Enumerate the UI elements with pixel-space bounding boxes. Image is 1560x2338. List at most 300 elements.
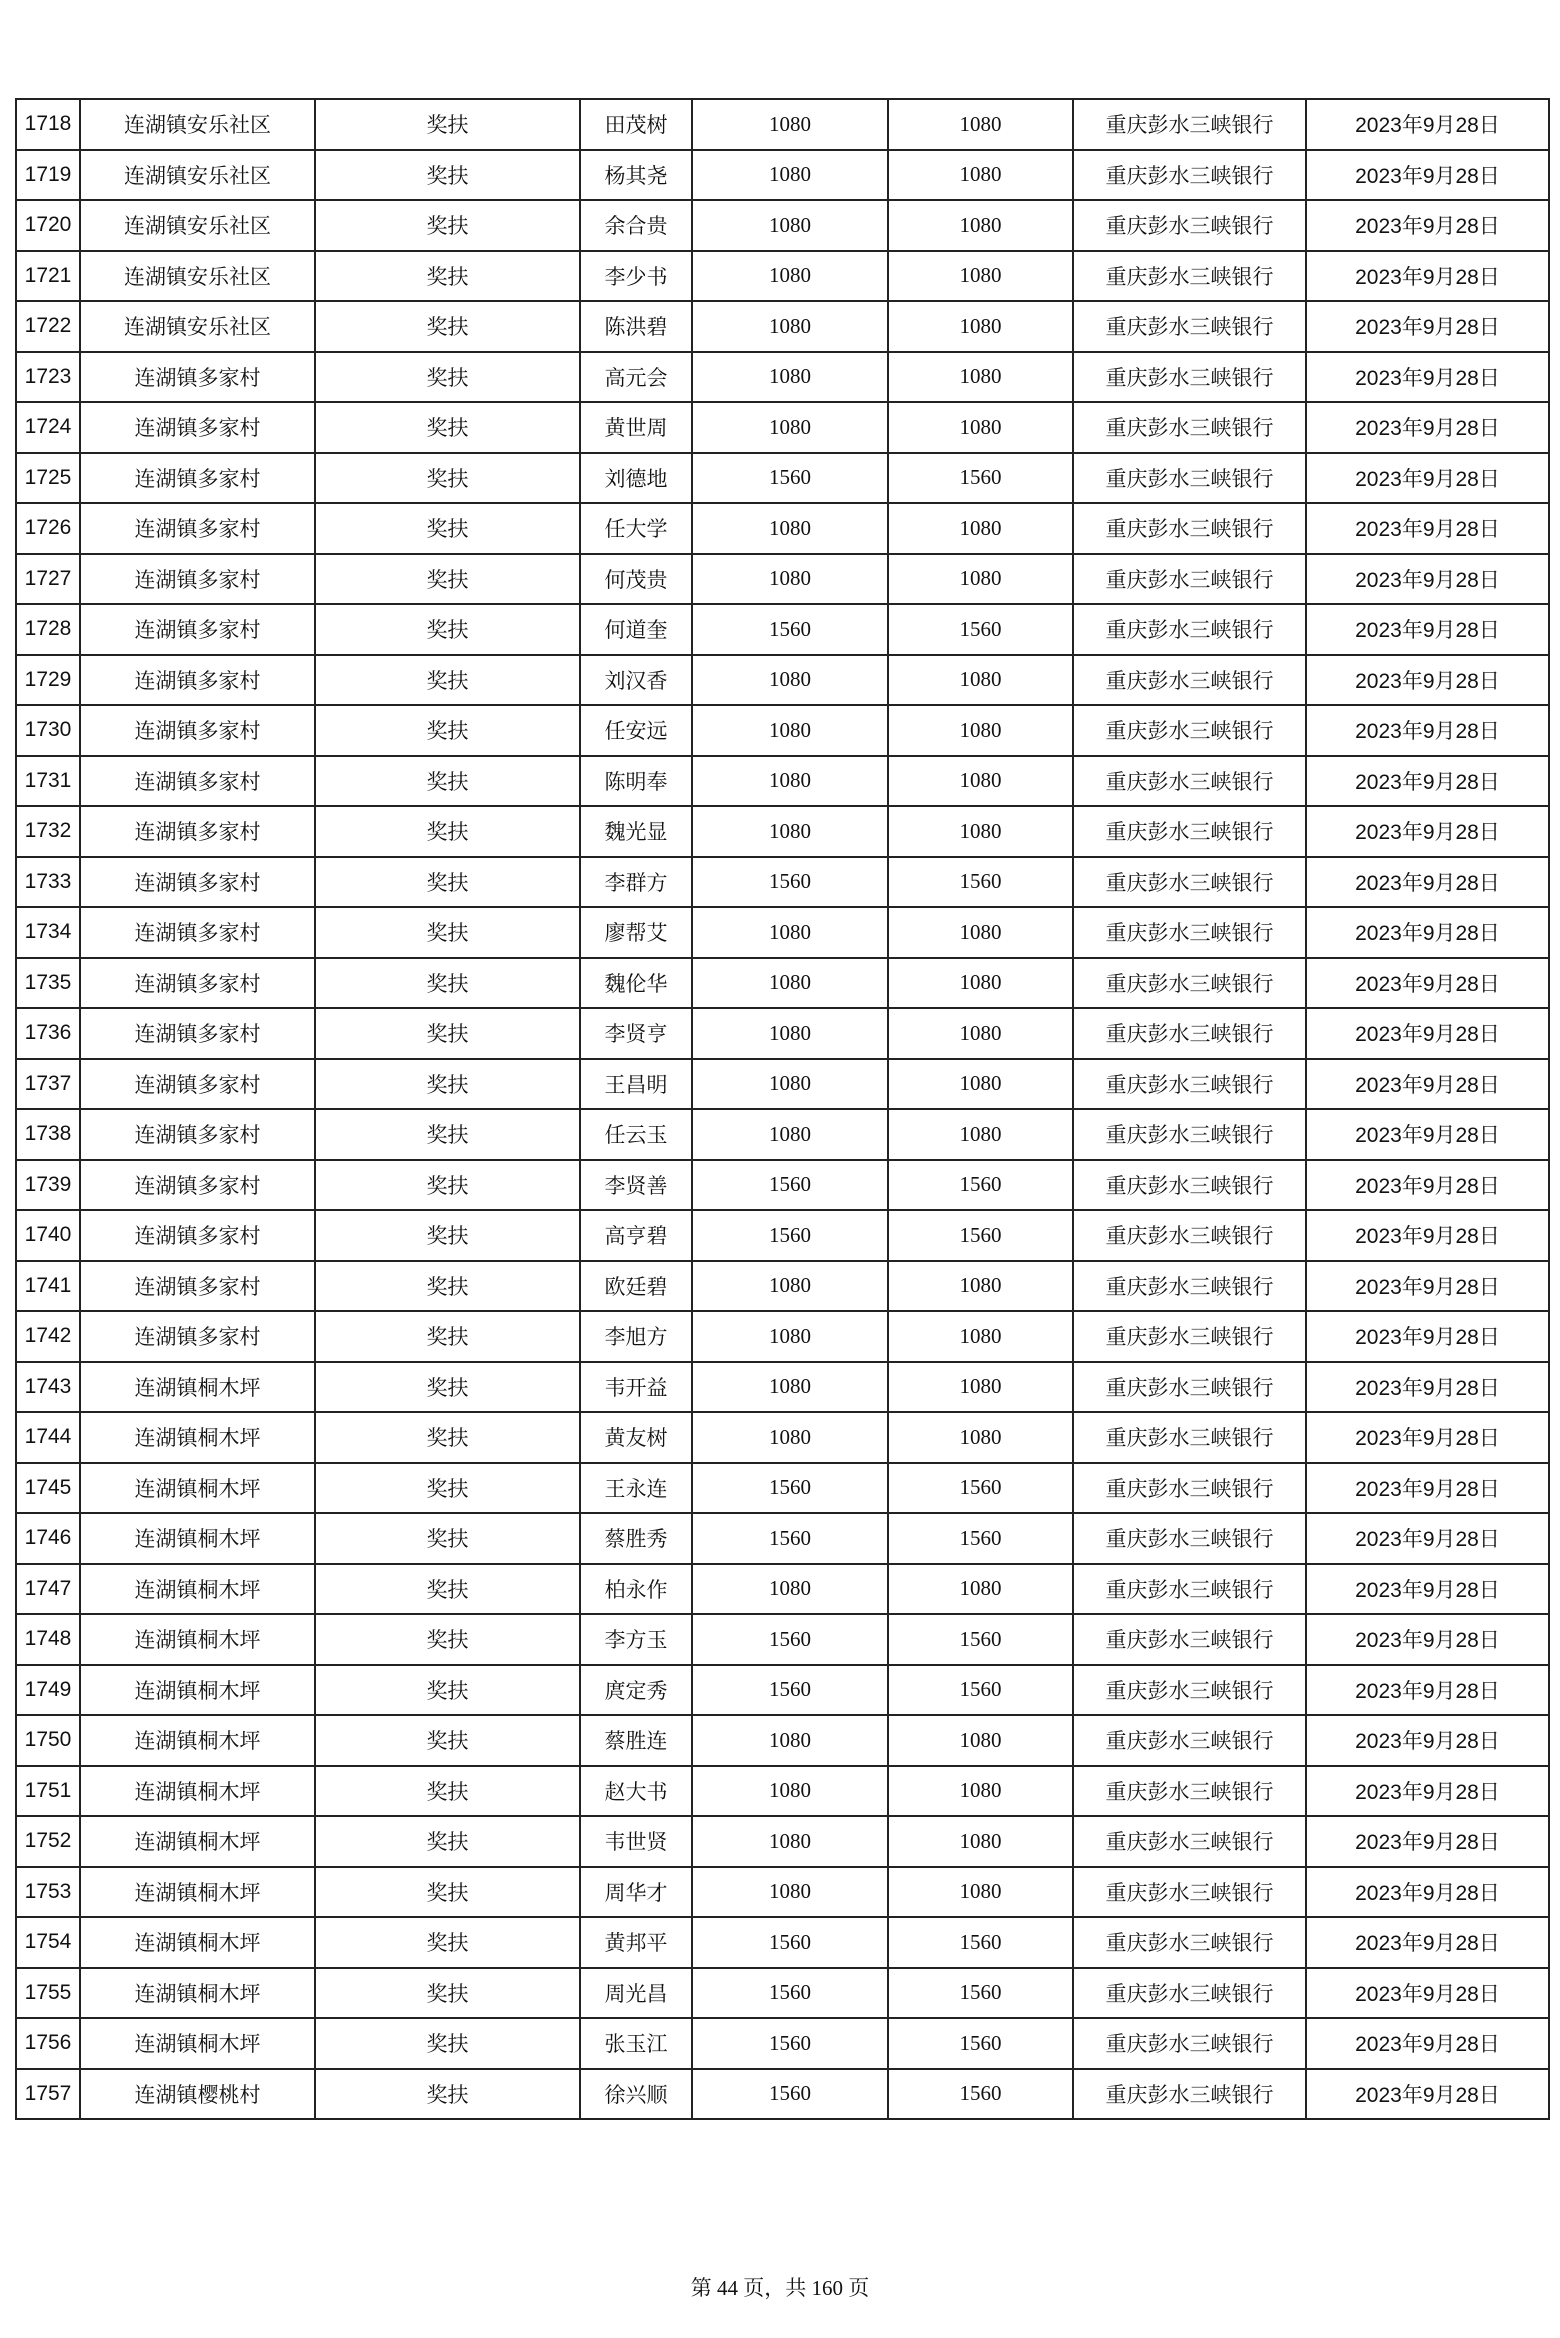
table-row — [16, 2018, 1549, 2069]
amount-paid-cell: 1560 — [888, 1917, 1073, 1968]
recipient-name-cell: 黄邦平 — [580, 1917, 692, 1968]
payment-date-cell: 2023年9月28日 — [1306, 705, 1549, 756]
area-name-cell: 连湖镇多家村 — [80, 1059, 315, 1110]
amount-due-cell: 1560 — [692, 2018, 888, 2069]
recipient-name-cell: 黄世周 — [580, 402, 692, 453]
subsidy-type-cell: 奖扶 — [315, 907, 580, 958]
subsidy-type-cell: 奖扶 — [315, 503, 580, 554]
payment-date-cell: 2023年9月28日 — [1306, 150, 1549, 201]
row-number-cell: 1743 — [16, 1362, 80, 1413]
amount-paid-cell: 1080 — [888, 1109, 1073, 1160]
table-row — [16, 301, 1549, 352]
amount-paid-cell: 1080 — [888, 907, 1073, 958]
area-name-cell: 连湖镇桐木坪 — [80, 2018, 315, 2069]
subsidy-type-cell: 奖扶 — [315, 1412, 580, 1463]
amount-due-cell: 1560 — [692, 1160, 888, 1211]
subsidy-type-cell: 奖扶 — [315, 1513, 580, 1564]
recipient-name-cell: 任安远 — [580, 705, 692, 756]
payment-date-cell: 2023年9月28日 — [1306, 200, 1549, 251]
recipient-name-cell: 高元会 — [580, 352, 692, 403]
amount-due-cell: 1560 — [692, 1210, 888, 1261]
bank-name-cell: 重庆彭水三峡银行 — [1073, 1968, 1306, 2019]
payment-date-cell: 2023年9月28日 — [1306, 1008, 1549, 1059]
subsidy-type-cell: 奖扶 — [315, 2069, 580, 2120]
payment-date-cell: 2023年9月28日 — [1306, 1210, 1549, 1261]
recipient-name-cell: 李少书 — [580, 251, 692, 302]
amount-paid-cell: 1080 — [888, 958, 1073, 1009]
subsidy-type-cell: 奖扶 — [315, 1008, 580, 1059]
payment-date-cell: 2023年9月28日 — [1306, 756, 1549, 807]
recipient-name-cell: 刘德地 — [580, 453, 692, 504]
subsidy-type-cell: 奖扶 — [315, 1816, 580, 1867]
bank-name-cell: 重庆彭水三峡银行 — [1073, 705, 1306, 756]
bank-name-cell: 重庆彭水三峡银行 — [1073, 958, 1306, 1009]
bank-name-cell: 重庆彭水三峡银行 — [1073, 1412, 1306, 1463]
table-row — [16, 99, 1549, 150]
area-name-cell: 连湖镇樱桃村 — [80, 2069, 315, 2120]
amount-due-cell: 1560 — [692, 857, 888, 908]
amount-paid-cell: 1080 — [888, 1261, 1073, 1312]
payment-date-cell: 2023年9月28日 — [1306, 1867, 1549, 1918]
amount-paid-cell: 1560 — [888, 1513, 1073, 1564]
bank-name-cell: 重庆彭水三峡银行 — [1073, 453, 1306, 504]
subsidy-type-cell: 奖扶 — [315, 705, 580, 756]
payment-date-cell: 2023年9月28日 — [1306, 604, 1549, 655]
table-row — [16, 1160, 1549, 1211]
table-row — [16, 655, 1549, 706]
amount-due-cell: 1560 — [692, 2069, 888, 2120]
payment-date-cell: 2023年9月28日 — [1306, 2069, 1549, 2120]
amount-due-cell: 1080 — [692, 1816, 888, 1867]
recipient-name-cell: 韦世贤 — [580, 1816, 692, 1867]
area-name-cell: 连湖镇桐木坪 — [80, 1665, 315, 1716]
row-number-cell: 1738 — [16, 1109, 80, 1160]
table-row — [16, 1867, 1549, 1918]
recipient-name-cell: 周华才 — [580, 1867, 692, 1918]
bank-name-cell: 重庆彭水三峡银行 — [1073, 200, 1306, 251]
subsidy-type-cell: 奖扶 — [315, 251, 580, 302]
amount-due-cell: 1080 — [692, 150, 888, 201]
row-number-cell: 1724 — [16, 402, 80, 453]
amount-paid-cell: 1560 — [888, 1665, 1073, 1716]
area-name-cell: 连湖镇多家村 — [80, 655, 315, 706]
subsidy-type-cell: 奖扶 — [315, 554, 580, 605]
amount-paid-cell: 1560 — [888, 1160, 1073, 1211]
payment-date-cell: 2023年9月28日 — [1306, 1463, 1549, 1514]
amount-paid-cell: 1080 — [888, 503, 1073, 554]
recipient-name-cell: 张玉江 — [580, 2018, 692, 2069]
table-row — [16, 857, 1549, 908]
table-row — [16, 200, 1549, 251]
amount-paid-cell: 1560 — [888, 1210, 1073, 1261]
amount-due-cell: 1080 — [692, 806, 888, 857]
payment-date-cell: 2023年9月28日 — [1306, 2018, 1549, 2069]
area-name-cell: 连湖镇多家村 — [80, 453, 315, 504]
payment-date-cell: 2023年9月28日 — [1306, 554, 1549, 605]
amount-due-cell: 1080 — [692, 402, 888, 453]
row-number-cell: 1733 — [16, 857, 80, 908]
bank-name-cell: 重庆彭水三峡银行 — [1073, 857, 1306, 908]
payment-date-cell: 2023年9月28日 — [1306, 1160, 1549, 1211]
recipient-name-cell: 王昌明 — [580, 1059, 692, 1110]
recipient-name-cell: 余合贵 — [580, 200, 692, 251]
area-name-cell: 连湖镇多家村 — [80, 1261, 315, 1312]
subsidy-type-cell: 奖扶 — [315, 604, 580, 655]
subsidy-type-cell: 奖扶 — [315, 99, 580, 150]
row-number-cell: 1744 — [16, 1412, 80, 1463]
table-row — [16, 1917, 1549, 1968]
amount-paid-cell: 1080 — [888, 1008, 1073, 1059]
amount-due-cell: 1080 — [692, 1867, 888, 1918]
table-row — [16, 1412, 1549, 1463]
amount-due-cell: 1080 — [692, 1059, 888, 1110]
bank-name-cell: 重庆彭水三峡银行 — [1073, 1008, 1306, 1059]
table-body — [16, 99, 1549, 2119]
payment-date-cell: 2023年9月28日 — [1306, 655, 1549, 706]
payment-date-cell: 2023年9月28日 — [1306, 503, 1549, 554]
table-row — [16, 1008, 1549, 1059]
area-name-cell: 连湖镇桐木坪 — [80, 1614, 315, 1665]
bank-name-cell: 重庆彭水三峡银行 — [1073, 402, 1306, 453]
recipient-name-cell: 欧廷碧 — [580, 1261, 692, 1312]
recipient-name-cell: 赵大书 — [580, 1766, 692, 1817]
amount-paid-cell: 1080 — [888, 1715, 1073, 1766]
recipient-name-cell: 李贤善 — [580, 1160, 692, 1211]
bank-name-cell: 重庆彭水三峡银行 — [1073, 806, 1306, 857]
recipient-name-cell: 杨其尧 — [580, 150, 692, 201]
recipient-name-cell: 柏永作 — [580, 1564, 692, 1615]
row-number-cell: 1728 — [16, 604, 80, 655]
amount-paid-cell: 1080 — [888, 1311, 1073, 1362]
amount-paid-cell: 1080 — [888, 756, 1073, 807]
subsidy-type-cell: 奖扶 — [315, 150, 580, 201]
area-name-cell: 连湖镇桐木坪 — [80, 1917, 315, 1968]
recipient-name-cell: 庹定秀 — [580, 1665, 692, 1716]
area-name-cell: 连湖镇多家村 — [80, 907, 315, 958]
area-name-cell: 连湖镇桐木坪 — [80, 1867, 315, 1918]
row-number-cell: 1731 — [16, 756, 80, 807]
bank-name-cell: 重庆彭水三峡银行 — [1073, 352, 1306, 403]
subsidy-type-cell: 奖扶 — [315, 1160, 580, 1211]
payment-date-cell: 2023年9月28日 — [1306, 99, 1549, 150]
amount-paid-cell: 1080 — [888, 150, 1073, 201]
table-row — [16, 907, 1549, 958]
row-number-cell: 1725 — [16, 453, 80, 504]
row-number-cell: 1718 — [16, 99, 80, 150]
area-name-cell: 连湖镇多家村 — [80, 503, 315, 554]
payment-table — [15, 98, 1550, 2120]
row-number-cell: 1721 — [16, 251, 80, 302]
recipient-name-cell: 刘汉香 — [580, 655, 692, 706]
table-row — [16, 1968, 1549, 2019]
subsidy-type-cell: 奖扶 — [315, 1059, 580, 1110]
bank-name-cell: 重庆彭水三峡银行 — [1073, 2069, 1306, 2120]
table-row — [16, 1362, 1549, 1413]
table-row — [16, 1766, 1549, 1817]
amount-paid-cell: 1080 — [888, 1564, 1073, 1615]
payment-date-cell: 2023年9月28日 — [1306, 1261, 1549, 1312]
row-number-cell: 1746 — [16, 1513, 80, 1564]
amount-paid-cell: 1080 — [888, 251, 1073, 302]
payment-date-cell: 2023年9月28日 — [1306, 806, 1549, 857]
payment-date-cell: 2023年9月28日 — [1306, 453, 1549, 504]
subsidy-type-cell: 奖扶 — [315, 806, 580, 857]
row-number-cell: 1722 — [16, 301, 80, 352]
amount-due-cell: 1080 — [692, 301, 888, 352]
area-name-cell: 连湖镇桐木坪 — [80, 1968, 315, 2019]
area-name-cell: 连湖镇多家村 — [80, 1311, 315, 1362]
payment-date-cell: 2023年9月28日 — [1306, 1715, 1549, 1766]
table-row — [16, 453, 1549, 504]
recipient-name-cell: 廖帮艾 — [580, 907, 692, 958]
amount-paid-cell: 1560 — [888, 1614, 1073, 1665]
amount-due-cell: 1080 — [692, 1766, 888, 1817]
table-row — [16, 503, 1549, 554]
payment-date-cell: 2023年9月28日 — [1306, 301, 1549, 352]
recipient-name-cell: 任云玉 — [580, 1109, 692, 1160]
subsidy-type-cell: 奖扶 — [315, 200, 580, 251]
area-name-cell: 连湖镇桐木坪 — [80, 1412, 315, 1463]
payment-date-cell: 2023年9月28日 — [1306, 907, 1549, 958]
amount-due-cell: 1560 — [692, 1917, 888, 1968]
amount-due-cell: 1080 — [692, 1362, 888, 1413]
payment-date-cell: 2023年9月28日 — [1306, 1362, 1549, 1413]
row-number-cell: 1757 — [16, 2069, 80, 2120]
row-number-cell: 1732 — [16, 806, 80, 857]
bank-name-cell: 重庆彭水三峡银行 — [1073, 1867, 1306, 1918]
bank-name-cell: 重庆彭水三峡银行 — [1073, 2018, 1306, 2069]
row-number-cell: 1751 — [16, 1766, 80, 1817]
table-row — [16, 1311, 1549, 1362]
amount-paid-cell: 1560 — [888, 2069, 1073, 2120]
amount-paid-cell: 1080 — [888, 554, 1073, 605]
table-row — [16, 756, 1549, 807]
recipient-name-cell: 李旭方 — [580, 1311, 692, 1362]
table-row — [16, 1109, 1549, 1160]
table-row — [16, 1261, 1549, 1312]
row-number-cell: 1745 — [16, 1463, 80, 1514]
amount-paid-cell: 1080 — [888, 352, 1073, 403]
payment-date-cell: 2023年9月28日 — [1306, 1917, 1549, 1968]
bank-name-cell: 重庆彭水三峡银行 — [1073, 1059, 1306, 1110]
recipient-name-cell: 任大学 — [580, 503, 692, 554]
table-row — [16, 150, 1549, 201]
area-name-cell: 连湖镇桐木坪 — [80, 1564, 315, 1615]
amount-due-cell: 1080 — [692, 1412, 888, 1463]
bank-name-cell: 重庆彭水三峡银行 — [1073, 1362, 1306, 1413]
subsidy-type-cell: 奖扶 — [315, 1917, 580, 1968]
amount-paid-cell: 1560 — [888, 604, 1073, 655]
amount-paid-cell: 1560 — [888, 453, 1073, 504]
area-name-cell: 连湖镇桐木坪 — [80, 1513, 315, 1564]
amount-due-cell: 1560 — [692, 1665, 888, 1716]
amount-due-cell: 1560 — [692, 453, 888, 504]
table-row — [16, 604, 1549, 655]
recipient-name-cell: 田茂树 — [580, 99, 692, 150]
subsidy-type-cell: 奖扶 — [315, 1968, 580, 2019]
area-name-cell: 连湖镇安乐社区 — [80, 99, 315, 150]
row-number-cell: 1734 — [16, 907, 80, 958]
area-name-cell: 连湖镇多家村 — [80, 756, 315, 807]
payment-date-cell: 2023年9月28日 — [1306, 1311, 1549, 1362]
amount-paid-cell: 1080 — [888, 1059, 1073, 1110]
bank-name-cell: 重庆彭水三峡银行 — [1073, 1564, 1306, 1615]
area-name-cell: 连湖镇桐木坪 — [80, 1766, 315, 1817]
amount-paid-cell: 1080 — [888, 1412, 1073, 1463]
subsidy-type-cell: 奖扶 — [315, 352, 580, 403]
payment-date-cell: 2023年9月28日 — [1306, 857, 1549, 908]
row-number-cell: 1723 — [16, 352, 80, 403]
area-name-cell: 连湖镇多家村 — [80, 857, 315, 908]
amount-paid-cell: 1080 — [888, 402, 1073, 453]
amount-due-cell: 1080 — [692, 1008, 888, 1059]
recipient-name-cell: 徐兴顺 — [580, 2069, 692, 2120]
area-name-cell: 连湖镇多家村 — [80, 1008, 315, 1059]
subsidy-type-cell: 奖扶 — [315, 402, 580, 453]
row-number-cell: 1740 — [16, 1210, 80, 1261]
amount-due-cell: 1080 — [692, 1564, 888, 1615]
area-name-cell: 连湖镇安乐社区 — [80, 150, 315, 201]
recipient-name-cell: 高亨碧 — [580, 1210, 692, 1261]
table-row — [16, 1564, 1549, 1615]
amount-paid-cell: 1080 — [888, 1867, 1073, 1918]
recipient-name-cell: 何道奎 — [580, 604, 692, 655]
table-row — [16, 352, 1549, 403]
amount-due-cell: 1560 — [692, 1513, 888, 1564]
recipient-name-cell: 李贤亨 — [580, 1008, 692, 1059]
payment-date-cell: 2023年9月28日 — [1306, 1665, 1549, 1716]
recipient-name-cell: 李群方 — [580, 857, 692, 908]
amount-due-cell: 1080 — [692, 705, 888, 756]
amount-paid-cell: 1560 — [888, 857, 1073, 908]
payment-date-cell: 2023年9月28日 — [1306, 1513, 1549, 1564]
bank-name-cell: 重庆彭水三峡银行 — [1073, 1917, 1306, 1968]
bank-name-cell: 重庆彭水三峡银行 — [1073, 251, 1306, 302]
subsidy-type-cell: 奖扶 — [315, 1665, 580, 1716]
bank-name-cell: 重庆彭水三峡银行 — [1073, 503, 1306, 554]
area-name-cell: 连湖镇多家村 — [80, 402, 315, 453]
bank-name-cell: 重庆彭水三峡银行 — [1073, 1463, 1306, 1514]
subsidy-type-cell: 奖扶 — [315, 1261, 580, 1312]
subsidy-type-cell: 奖扶 — [315, 1210, 580, 1261]
area-name-cell: 连湖镇桐木坪 — [80, 1816, 315, 1867]
amount-paid-cell: 1560 — [888, 1968, 1073, 2019]
amount-due-cell: 1080 — [692, 1109, 888, 1160]
row-number-cell: 1739 — [16, 1160, 80, 1211]
area-name-cell: 连湖镇桐木坪 — [80, 1715, 315, 1766]
area-name-cell: 连湖镇多家村 — [80, 1160, 315, 1211]
bank-name-cell: 重庆彭水三峡银行 — [1073, 1261, 1306, 1312]
row-number-cell: 1754 — [16, 1917, 80, 1968]
subsidy-type-cell: 奖扶 — [315, 2018, 580, 2069]
subsidy-type-cell: 奖扶 — [315, 958, 580, 1009]
table-row — [16, 1210, 1549, 1261]
payment-date-cell: 2023年9月28日 — [1306, 1766, 1549, 1817]
amount-due-cell: 1080 — [692, 756, 888, 807]
table-row — [16, 958, 1549, 1009]
payment-date-cell: 2023年9月28日 — [1306, 958, 1549, 1009]
amount-paid-cell: 1560 — [888, 2018, 1073, 2069]
row-number-cell: 1747 — [16, 1564, 80, 1615]
subsidy-type-cell: 奖扶 — [315, 655, 580, 706]
amount-due-cell: 1560 — [692, 1968, 888, 2019]
row-number-cell: 1729 — [16, 655, 80, 706]
subsidy-type-cell: 奖扶 — [315, 857, 580, 908]
table-row — [16, 1059, 1549, 1110]
area-name-cell: 连湖镇多家村 — [80, 352, 315, 403]
amount-paid-cell: 1080 — [888, 655, 1073, 706]
bank-name-cell: 重庆彭水三峡银行 — [1073, 1311, 1306, 1362]
row-number-cell: 1719 — [16, 150, 80, 201]
row-number-cell: 1748 — [16, 1614, 80, 1665]
bank-name-cell: 重庆彭水三峡银行 — [1073, 604, 1306, 655]
amount-paid-cell: 1080 — [888, 705, 1073, 756]
subsidy-type-cell: 奖扶 — [315, 1766, 580, 1817]
amount-due-cell: 1080 — [692, 200, 888, 251]
table-row — [16, 2069, 1549, 2120]
bank-name-cell: 重庆彭水三峡银行 — [1073, 1109, 1306, 1160]
table-row — [16, 705, 1549, 756]
amount-due-cell: 1080 — [692, 958, 888, 1009]
subsidy-type-cell: 奖扶 — [315, 1109, 580, 1160]
amount-paid-cell: 1080 — [888, 1766, 1073, 1817]
payment-date-cell: 2023年9月28日 — [1306, 352, 1549, 403]
payment-date-cell: 2023年9月28日 — [1306, 1614, 1549, 1665]
bank-name-cell: 重庆彭水三峡银行 — [1073, 1715, 1306, 1766]
bank-name-cell: 重庆彭水三峡银行 — [1073, 1160, 1306, 1211]
row-number-cell: 1753 — [16, 1867, 80, 1918]
area-name-cell: 连湖镇安乐社区 — [80, 251, 315, 302]
amount-paid-cell: 1080 — [888, 1362, 1073, 1413]
amount-due-cell: 1080 — [692, 352, 888, 403]
area-name-cell: 连湖镇桐木坪 — [80, 1362, 315, 1413]
amount-paid-cell: 1560 — [888, 1463, 1073, 1514]
payment-date-cell: 2023年9月28日 — [1306, 1109, 1549, 1160]
area-name-cell: 连湖镇多家村 — [80, 806, 315, 857]
area-name-cell: 连湖镇安乐社区 — [80, 301, 315, 352]
recipient-name-cell: 魏光显 — [580, 806, 692, 857]
recipient-name-cell: 魏伦华 — [580, 958, 692, 1009]
amount-due-cell: 1080 — [692, 503, 888, 554]
row-number-cell: 1737 — [16, 1059, 80, 1110]
amount-due-cell: 1080 — [692, 99, 888, 150]
row-number-cell: 1736 — [16, 1008, 80, 1059]
recipient-name-cell: 蔡胜秀 — [580, 1513, 692, 1564]
bank-name-cell: 重庆彭水三峡银行 — [1073, 1766, 1306, 1817]
area-name-cell: 连湖镇安乐社区 — [80, 200, 315, 251]
row-number-cell: 1755 — [16, 1968, 80, 2019]
bank-name-cell: 重庆彭水三峡银行 — [1073, 150, 1306, 201]
bank-name-cell: 重庆彭水三峡银行 — [1073, 1614, 1306, 1665]
table-row — [16, 806, 1549, 857]
amount-due-cell: 1080 — [692, 554, 888, 605]
area-name-cell: 连湖镇多家村 — [80, 554, 315, 605]
area-name-cell: 连湖镇多家村 — [80, 604, 315, 655]
bank-name-cell: 重庆彭水三峡银行 — [1073, 1513, 1306, 1564]
amount-paid-cell: 1080 — [888, 1816, 1073, 1867]
recipient-name-cell: 王永连 — [580, 1463, 692, 1514]
subsidy-type-cell: 奖扶 — [315, 1463, 580, 1514]
payment-date-cell: 2023年9月28日 — [1306, 1564, 1549, 1615]
bank-name-cell: 重庆彭水三峡银行 — [1073, 554, 1306, 605]
amount-due-cell: 1080 — [692, 1311, 888, 1362]
recipient-name-cell: 韦开益 — [580, 1362, 692, 1413]
row-number-cell: 1756 — [16, 2018, 80, 2069]
table-row — [16, 402, 1549, 453]
table-row — [16, 1463, 1549, 1514]
bank-name-cell: 重庆彭水三峡银行 — [1073, 99, 1306, 150]
table-row — [16, 1614, 1549, 1665]
